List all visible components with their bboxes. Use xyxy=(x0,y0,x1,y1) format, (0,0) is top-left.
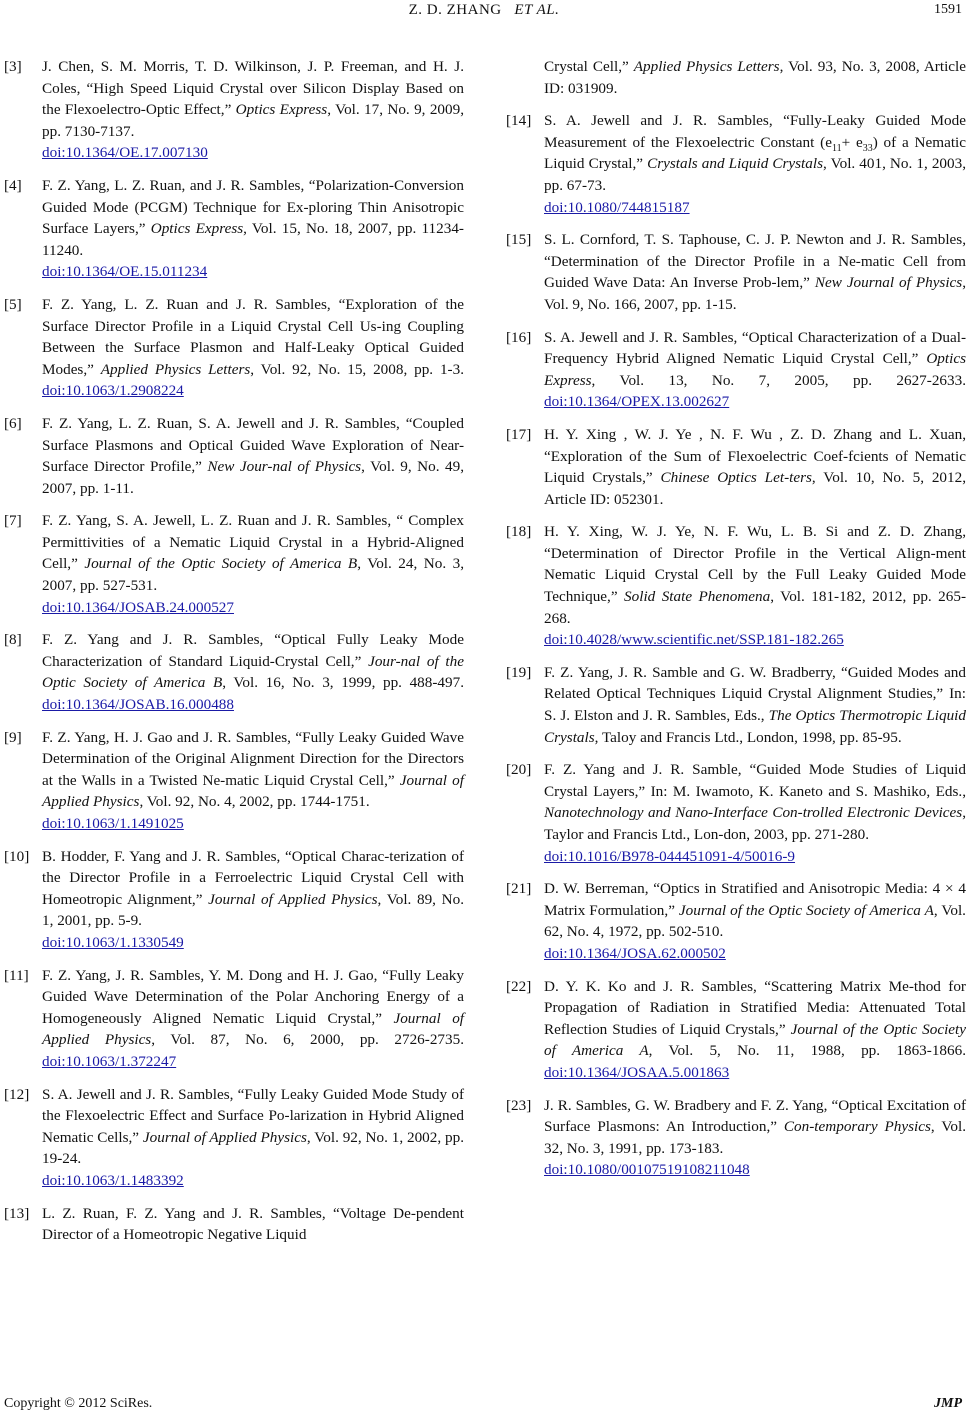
references-right-column xyxy=(506,56,966,1192)
journal-name: Crystals and Liquid Crystals xyxy=(647,155,823,173)
reference-text: F. Z. Yang, L. Z. Ruan, S. A. Jewell and J. R. Sambles, “Coupled Surface Plasmons and Optical Guided Wave Exploration of Near-Surface Director Profile,” xyxy=(42,414,464,476)
reference-text: H. Y. Xing, W. J. Ye, N. F. Wu, L. B. Si and Z. D. Zhang, “Determination of Director Profile in the Vertical Align-ment Nematic Liquid Crystal Cell by the Full Leaky Guided Mode Technique,” xyxy=(544,523,966,606)
journal-name: Journal of the Optic Society of America A xyxy=(678,901,934,919)
page-footer xyxy=(4,1396,962,1416)
doi-link[interactable]: doi:10.1364/OE.17.007130 xyxy=(42,144,208,162)
reference-entry xyxy=(4,413,464,499)
reference-text: , Vol. 89, No. 1, 2001, pp. 5-9. xyxy=(42,890,465,930)
references-left-column xyxy=(4,56,464,1257)
reference-entry xyxy=(4,846,464,954)
journal-name: Optics Express xyxy=(235,101,328,119)
doi-link[interactable]: doi:10.1080/00107519108211048 xyxy=(544,1161,750,1179)
reference-text: , Vol. 5, No. 11, 1988, pp. 1863-1866. xyxy=(648,1042,966,1060)
reference-text: , Vol. 401, No. 1, 2003, pp. 67-73. xyxy=(544,155,966,194)
journal-name: Journal of Applied Physics xyxy=(42,771,464,811)
reference-number: [18] xyxy=(506,523,532,541)
reference-text: F. Z. Yang, L. Z. Ruan, and J. R. Sambles, “Polarization-Conversion Guided Mode (PCGM) Technique for Ex-ploring Thin Anisotropic Surface Layers,” xyxy=(42,176,464,238)
reference-number: [20] xyxy=(506,761,532,779)
doi-link[interactable]: doi:10.1063/1.2908224 xyxy=(42,382,184,400)
reference-number: [10] xyxy=(4,847,30,865)
journal-name: Solid State Phenomena xyxy=(624,588,771,606)
reference-text: , Vol. 24, No. 3, 2007, pp. 527-531. xyxy=(42,555,464,595)
reference-text: H. Y. Xing , W. J. Ye , N. F. Wu , Z. D. Zhang and L. Xuan, “Exploration of the Sum of Flexoelectric Coef-fcients of Nematic Liquid Crystals,” xyxy=(544,425,966,487)
reference-number: [16] xyxy=(506,328,532,346)
doi-link[interactable]: doi:10.1364/JOSAA.5.001863 xyxy=(544,1063,730,1081)
reference-entry xyxy=(506,759,966,867)
reference-text: J. R. Sambles, G. W. Bradbery and F. Z. Yang, “Optical Excitation of Surface Plasmons: An Introduction,” xyxy=(544,1096,966,1136)
reference-number: [15] xyxy=(506,231,532,249)
reference-entry xyxy=(506,1095,966,1181)
page-header xyxy=(0,0,968,30)
doi-link[interactable]: doi:10.1364/OPEX.13.002627 xyxy=(544,393,730,411)
journal-abbrev: JMP xyxy=(934,1396,962,1411)
reference-number: [11] xyxy=(4,966,29,984)
reference-text: Crystal Cell,” xyxy=(544,58,634,75)
reference-number: [7] xyxy=(4,512,22,530)
running-title xyxy=(0,2,968,19)
reference-text: L. Z. Ruan, F. Z. Yang and J. R. Sambles, “Voltage De-pendent Director of a Homeotropic Negative Liquid xyxy=(42,1204,464,1244)
reference-entry xyxy=(4,727,464,835)
journal-name: Applied Physics Letters xyxy=(100,360,251,378)
running-title-authors: Z. D. ZHANG xyxy=(408,2,502,18)
reference-number: [4] xyxy=(4,176,22,194)
journal-name: Optics Express xyxy=(150,220,244,238)
reference-text: , Vol. 9, No. 49, 2007, pp. 1-11. xyxy=(42,458,465,497)
reference-text: F. Z. Yang, S. A. Jewell, L. Z. Ruan and J. R. Sambles, “ Complex Permittivities of a Nematic Liquid Crystal in a Hybrid-Aligned Cell,” xyxy=(42,512,464,573)
reference-entry xyxy=(506,662,966,748)
subscript: 11 xyxy=(831,142,842,154)
reference-number: [5] xyxy=(4,295,22,313)
subscript: 33 xyxy=(862,142,873,154)
reference-text: , Vol. 10, No. 5, 2012, Article ID: 052301. xyxy=(544,469,967,508)
reference-text: , Vol. 92, No. 4, 2002, pp. 1744-1751. xyxy=(139,793,370,811)
reference-number: [19] xyxy=(506,663,532,681)
reference-number: [17] xyxy=(506,425,532,443)
reference-entry xyxy=(4,294,464,402)
reference-text: F. Z. Yang, J. R. Sambles, Y. M. Dong and H. J. Gao, “Fully Leaky Guided Wave Determination of the Polar Anchoring Energy of a Homogeneously Aligned Nematic Liquid Crystal,” xyxy=(42,966,464,1027)
reference-text: , Vol. 15, No. 18, 2007, pp. 11234-11240. xyxy=(42,220,464,259)
doi-link[interactable]: doi:10.1063/1.1483392 xyxy=(42,1171,184,1189)
doi-link[interactable]: doi:10.1364/OE.15.011234 xyxy=(42,263,208,281)
reference-text: , Vol. 16, No. 3, 1999, pp. 488-497. xyxy=(222,674,465,692)
reference-number: [23] xyxy=(506,1096,532,1114)
journal-name: The Optics Thermotropic Liquid Crystals xyxy=(544,707,966,746)
journal-name: Journal of the Optic Society of America B xyxy=(84,555,358,573)
reference-text: J. Chen, S. M. Morris, T. D. Wilkinson, J. P. Freeman, and H. J. Coles, “High Speed Liquid Crystal over Silicon Display Based on the Flexoelectro-Optic Effect,” xyxy=(42,58,464,119)
reference-text: D. W. Berreman, “Optics in Stratified and Anisotropic Media: 4 × 4 Matrix Formulation,” xyxy=(544,880,966,919)
journal-name: New Jour-nal of Physics xyxy=(207,458,362,476)
reference-text: , Vol. 181-182, 2012, pp. 265-268. xyxy=(544,588,966,627)
reference-number: [13] xyxy=(4,1204,30,1222)
journal-name: Journal of the Optic Society of America A xyxy=(544,1020,966,1060)
reference-entry xyxy=(4,56,464,164)
reference-entry xyxy=(506,327,966,413)
reference-text: S. L. Cornford, T. S. Taphouse, C. J. P. Newton and J. R. Sambles, “Determination of the Director Profile in a Ne-matic Cell from Guided Wave Data: An Inverse Prob-lem,” xyxy=(544,231,966,292)
journal-name: Jour-nal of the Optic Society of America B xyxy=(42,652,464,692)
reference-text: , Taylor and Francis Ltd., Lon-don, 2003, pp. 271-280. xyxy=(544,804,966,843)
reference-entry xyxy=(4,965,464,1073)
reference-text: , Vol. 32, No. 3, 1991, pp. 173-183. xyxy=(544,1118,966,1157)
doi-link[interactable]: doi:10.1080/744815187 xyxy=(544,198,690,216)
reference-number: [14] xyxy=(506,112,532,130)
reference-entry xyxy=(506,56,966,99)
journal-name: Applied Physics Letters xyxy=(633,58,780,75)
journal-name: Chinese Optics Let-ters xyxy=(660,469,812,487)
reference-number: [22] xyxy=(506,977,532,995)
doi-link[interactable]: doi:10.4028/www.scientific.net/SSP.181-182.265 xyxy=(544,631,844,649)
reference-text: , Vol. 62, No. 4, 1972, pp. 502-510. xyxy=(544,901,966,941)
page-number: 1591 xyxy=(934,2,962,17)
reference-text: , Vol. 92, No. 1, 2002, pp. 19-24. xyxy=(42,1128,465,1168)
reference-text: , Taloy and Francis Ltd., London, 1998, pp. 85-95. xyxy=(594,728,902,746)
reference-entry xyxy=(4,629,464,715)
reference-text: F. Z. Yang, J. R. Samble and G. W. Bradberry, “Guided Modes and Related Optical Techniques Liquid Crystal Alignment Studies,” In: S. J. Elston and J. R. Sambles, Eds., xyxy=(544,663,966,725)
reference-number: [3] xyxy=(4,58,22,75)
reference-number: [8] xyxy=(4,631,22,649)
reference-entry xyxy=(506,110,966,218)
doi-link[interactable]: doi:10.1364/JOSA.62.000502 xyxy=(544,944,726,962)
journal-name: Optics Express xyxy=(544,350,966,389)
reference-entry xyxy=(4,175,464,283)
doi-link[interactable]: doi:10.1063/1.1491025 xyxy=(42,815,184,832)
reference-number: [9] xyxy=(4,728,22,746)
doi-link[interactable]: doi:10.1364/JOSAB.16.000488 xyxy=(42,696,234,714)
reference-text: F. Z. Yang, L. Z. Ruan and J. R. Sambles, “Exploration of the Surface Director Profile in a Liquid Crystal Cell Us-ing Coupling Between the Surface Plasmon and Half-Leaky Optical Guided Modes,” xyxy=(42,295,464,378)
reference-entry xyxy=(4,1203,464,1246)
doi-link[interactable]: doi:10.1016/B978-044451091-4/50016-9 xyxy=(544,847,796,865)
reference-text: , Vol. 92, No. 15, 2008, pp. 1-3. xyxy=(250,360,464,378)
reference-text: , Vol. 93, No. 3, 2008, Article ID: 031909. xyxy=(544,58,966,97)
reference-entry xyxy=(506,976,966,1084)
journal-name: New Journal of Physics xyxy=(814,274,963,292)
journal-name: Journal of Applied Physics xyxy=(142,1128,307,1146)
reference-entry xyxy=(506,424,966,510)
reference-text: ) of a Nematic Liquid Crystal,” xyxy=(544,133,966,173)
journal-name: Con-temporary Physics xyxy=(783,1118,931,1136)
reference-text: , Vol. 87, No. 6, 2000, pp. 2726-2735. xyxy=(151,1031,464,1049)
journal-name: Nanotechnology and Nano-Interface Con-trolled Electronic Devices xyxy=(544,804,963,822)
reference-entry xyxy=(4,510,464,618)
reference-text: S. A. Jewell and J. R. Sambles, “Fully-Leaky Guided Mode Measurement of the Flexoelectric Constant (e xyxy=(544,112,966,151)
doi-link[interactable]: doi:10.1063/1.1330549 xyxy=(42,933,184,951)
reference-number: [12] xyxy=(4,1085,30,1103)
reference-number: [6] xyxy=(4,414,22,432)
running-title-etal: ET AL. xyxy=(514,2,560,18)
reference-text: D. Y. K. Ko and J. R. Sambles, “Scattering Matrix Me-thod for Propagation of Radiation in Stratified Media: Attenuated Total Reflection Studies of Liquid Crystals,” xyxy=(544,977,966,1038)
copyright-notice: Copyright © 2012 SciRes. xyxy=(4,1396,153,1411)
reference-text: F. Z. Yang and J. R. Samble, “Guided Mode Studies of Liquid Crystal Layers,” In: M. Iwamoto, K. Kaneto and S. Mashiko, Eds., xyxy=(544,761,966,800)
reference-text: S. A. Jewell and J. R. Sambles, “Optical Characterization of a Dual-Frequency Hybrid Aligned Nematic Liquid Crystal Cell,” xyxy=(544,328,966,368)
doi-link[interactable]: doi:10.1063/1.372247 xyxy=(42,1052,177,1070)
journal-name: Journal of Applied Physics xyxy=(208,890,378,908)
reference-text: B. Hodder, F. Yang and J. R. Sambles, “Optical Charac-terization of the Director Profile in a Ferroelectric Liquid Crystal Cell with Homeotropic Alignment,” xyxy=(42,847,464,908)
doi-link[interactable]: doi:10.1364/JOSAB.24.000527 xyxy=(42,598,234,616)
reference-text: , Vol. 13, No. 7, 2005, pp. 2627-2633. xyxy=(591,371,966,389)
reference-text: , Vol. 9, No. 166, 2007, pp. 1-15. xyxy=(544,274,967,313)
reference-entry xyxy=(4,1084,464,1192)
journal-name: Journal of Applied Physics xyxy=(42,1009,465,1049)
reference-text: S. A. Jewell and J. R. Sambles, “Fully Leaky Guided Mode Study of the Flexoelectric Effect and Surface Po-larization in Hybrid Aligned Nematic Cells,” xyxy=(42,1085,464,1146)
reference-text: , Vol. 17, No. 9, 2009, pp. 7130-7137. xyxy=(42,101,464,140)
reference-text: + e xyxy=(841,133,863,151)
reference-number: [21] xyxy=(506,880,532,898)
reference-entry xyxy=(506,521,966,651)
reference-text: F. Z. Yang and J. R. Sambles, “Optical Fully Leaky Mode Characterization of Standard Liquid-Crystal Cell,” xyxy=(42,631,464,670)
reference-text: F. Z. Yang, H. J. Gao and J. R. Sambles, “Fully Leaky Guided Wave Determination of the Original Alignment Direction for the Directors at the Walls in a Twisted Ne-matic Liquid Crystal Cell,” xyxy=(42,728,464,789)
reference-entry xyxy=(506,878,966,964)
reference-entry xyxy=(506,229,966,315)
